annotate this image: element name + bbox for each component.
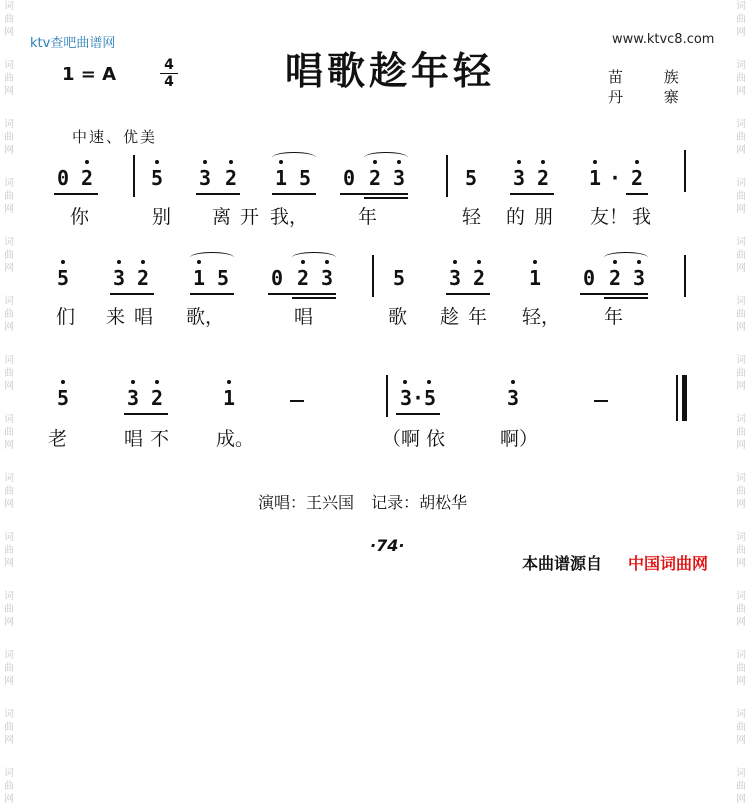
note: 3	[126, 386, 140, 410]
watermark-glyph: 词	[4, 650, 14, 661]
watermark-glyph: 词	[736, 355, 746, 366]
watermark-glyph: 曲	[736, 368, 746, 379]
watermark-glyph: 词	[736, 650, 746, 661]
watermark-glyph: 曲	[736, 191, 746, 202]
note: 0	[342, 166, 356, 190]
watermark-glyph: 曲	[736, 309, 746, 320]
watermark-glyph: 词	[4, 473, 14, 484]
watermark-glyph: 词	[736, 119, 746, 130]
watermark-glyph: 词	[4, 60, 14, 71]
lyric: 别	[152, 206, 172, 228]
credit-region: 丹 寨	[608, 88, 697, 106]
watermark-glyph: 网	[4, 145, 14, 156]
watermark-glyph: 词	[4, 178, 14, 189]
note: 2	[608, 266, 622, 290]
left-watermark-column	[2, 0, 16, 805]
lyric: 的	[506, 206, 526, 228]
lyric: 唱	[124, 428, 144, 450]
watermark-glyph: 词	[736, 591, 746, 602]
lyric: 你	[70, 206, 90, 228]
lyric: 不	[150, 428, 170, 450]
watermark-glyph: 词	[736, 296, 746, 307]
lyric: 歌，	[186, 306, 225, 328]
watermark-glyph: 词	[736, 178, 746, 189]
watermark-glyph: 曲	[736, 722, 746, 733]
watermark-glyph: 曲	[736, 132, 746, 143]
watermark-glyph: 网	[736, 558, 746, 569]
watermark-glyph: 网	[4, 381, 14, 392]
note: 5	[56, 266, 70, 290]
lyric: 啊）	[500, 428, 539, 450]
watermark-glyph: 词	[736, 60, 746, 71]
watermark-glyph: 网	[736, 204, 746, 215]
watermark-glyph: 词	[736, 473, 746, 484]
watermark-glyph: 词	[4, 591, 14, 602]
watermark-glyph: 网	[736, 735, 746, 746]
note: 3	[392, 166, 406, 190]
watermark-glyph: 曲	[4, 191, 14, 202]
watermark-glyph: 词	[4, 532, 14, 543]
time-signature-top: 4	[164, 57, 174, 73]
note: 1	[192, 266, 206, 290]
watermark-glyph: 词	[4, 237, 14, 248]
watermark-glyph: 网	[4, 27, 14, 38]
lyric: 老	[48, 428, 68, 450]
watermark-glyph: 曲	[736, 250, 746, 261]
note-dash	[594, 400, 608, 402]
note: 2	[80, 166, 94, 190]
watermark-glyph: 曲	[4, 604, 14, 615]
lyric: 开	[240, 206, 260, 228]
watermark-glyph: 网	[4, 440, 14, 451]
watermark-glyph: 词	[4, 709, 14, 720]
note: 5	[298, 166, 312, 190]
credit-ethnicity: 苗 族	[608, 68, 697, 86]
watermark-glyph: 词	[4, 355, 14, 366]
watermark-glyph: 网	[736, 440, 746, 451]
watermark-glyph: 曲	[4, 781, 14, 792]
watermark-glyph: 网	[736, 381, 746, 392]
note: 2	[136, 266, 150, 290]
watermark-site-left: ktv查吧曲谱网	[30, 36, 116, 51]
lyric: 我，	[270, 206, 309, 228]
watermark-glyph: 词	[736, 709, 746, 720]
note: 3	[512, 166, 526, 190]
note: 3	[320, 266, 334, 290]
source-label: 本曲谱源自	[522, 554, 603, 573]
note: 3·5	[399, 386, 437, 410]
note: 0	[56, 166, 70, 190]
note: 2	[368, 166, 382, 190]
watermark-glyph: 曲	[4, 14, 14, 25]
watermark-glyph: 曲	[4, 722, 14, 733]
note: 2	[296, 266, 310, 290]
watermark-glyph: 词	[736, 1, 746, 12]
watermark-glyph: 网	[736, 86, 746, 97]
watermark-glyph: 曲	[736, 14, 746, 25]
note: 0	[270, 266, 284, 290]
note: 5	[56, 386, 70, 410]
note: 2	[224, 166, 238, 190]
watermark-glyph: 网	[736, 145, 746, 156]
watermark-glyph: 曲	[4, 73, 14, 84]
lyric: 友！	[590, 206, 629, 228]
watermark-glyph: 词	[4, 296, 14, 307]
watermark-glyph: 词	[4, 1, 14, 12]
watermark-glyph: 词	[4, 119, 14, 130]
lyric: 们	[56, 306, 76, 328]
lyric: 成。	[216, 428, 255, 450]
watermark-glyph: 网	[4, 263, 14, 274]
watermark-glyph: 网	[4, 86, 14, 97]
lyric: 年	[604, 306, 624, 328]
note-dash	[290, 400, 304, 402]
lyric: 趁	[440, 306, 460, 328]
watermark-glyph: 网	[4, 735, 14, 746]
watermark-glyph: 网	[4, 617, 14, 628]
note: 1	[528, 266, 542, 290]
note: 3	[448, 266, 462, 290]
source-site-link[interactable]: 中国词曲网	[628, 554, 709, 573]
time-signature	[160, 58, 178, 89]
watermark-glyph: 曲	[736, 545, 746, 556]
watermark-glyph: 曲	[4, 663, 14, 674]
note: ·	[608, 166, 622, 190]
watermark-glyph: 网	[736, 322, 746, 333]
watermark-glyph: 网	[4, 794, 14, 805]
key-signature: 1 = A	[62, 64, 117, 85]
lyric: 轻，	[522, 306, 561, 328]
page-number: ·74·	[370, 536, 405, 555]
watermark-glyph: 曲	[736, 73, 746, 84]
note: 5	[150, 166, 164, 190]
note: 3	[198, 166, 212, 190]
note: 1	[588, 166, 602, 190]
watermark-glyph: 曲	[4, 309, 14, 320]
watermark-glyph: 网	[4, 322, 14, 333]
watermark-site-right: www.ktvc8.com	[612, 32, 715, 47]
watermark-glyph: 曲	[4, 250, 14, 261]
lyric: 我	[632, 206, 652, 228]
watermark-glyph: 曲	[4, 368, 14, 379]
watermark-glyph: 网	[736, 27, 746, 38]
note: 5	[216, 266, 230, 290]
note: 3	[112, 266, 126, 290]
lyric: 轻	[462, 206, 482, 228]
note: 5	[392, 266, 406, 290]
song-title: 唱歌趁年轻	[284, 49, 495, 93]
lyric: 唱	[294, 306, 314, 328]
lyric: 离	[212, 206, 232, 228]
watermark-glyph: 曲	[4, 427, 14, 438]
note: 2	[630, 166, 644, 190]
note: 2	[472, 266, 486, 290]
watermark-glyph: 词	[4, 768, 14, 779]
watermark-glyph: 网	[4, 204, 14, 215]
lyric: （啊	[382, 428, 421, 450]
watermark-glyph: 网	[736, 617, 746, 628]
lyric: 依	[426, 428, 446, 450]
watermark-glyph: 网	[736, 499, 746, 510]
watermark-glyph: 曲	[736, 604, 746, 615]
watermark-glyph: 曲	[4, 132, 14, 143]
watermark-glyph: 词	[4, 414, 14, 425]
watermark-glyph: 词	[736, 532, 746, 543]
watermark-glyph: 曲	[736, 427, 746, 438]
watermark-glyph: 网	[4, 499, 14, 510]
tempo-marking: 中速、优美	[72, 128, 158, 146]
lyric: 来	[106, 306, 126, 328]
lyric: 唱	[134, 306, 154, 328]
watermark-glyph: 网	[4, 676, 14, 687]
performer-credit: 演唱：王兴国 记录：胡松华	[258, 493, 468, 512]
right-watermark-column	[734, 0, 748, 805]
note: 3	[506, 386, 520, 410]
watermark-glyph: 曲	[736, 486, 746, 497]
note: 1	[274, 166, 288, 190]
watermark-glyph: 网	[736, 263, 746, 274]
lyric: 年	[468, 306, 488, 328]
lyric: 歌	[388, 306, 408, 328]
watermark-glyph: 词	[736, 414, 746, 425]
note: 3	[632, 266, 646, 290]
time-signature-bottom: 4	[164, 74, 174, 90]
watermark-glyph: 网	[736, 794, 746, 805]
note: 1	[222, 386, 236, 410]
watermark-glyph: 词	[736, 768, 746, 779]
lyric: 朋	[534, 206, 554, 228]
lyric: 年	[358, 206, 378, 228]
note: 2	[150, 386, 164, 410]
watermark-glyph: 网	[736, 676, 746, 687]
watermark-glyph: 曲	[4, 545, 14, 556]
note: 5	[464, 166, 478, 190]
note: 0	[582, 266, 596, 290]
note: 2	[536, 166, 550, 190]
watermark-glyph: 曲	[736, 663, 746, 674]
watermark-glyph: 曲	[736, 781, 746, 792]
watermark-glyph: 曲	[4, 486, 14, 497]
watermark-glyph: 网	[4, 558, 14, 569]
watermark-glyph: 词	[736, 237, 746, 248]
